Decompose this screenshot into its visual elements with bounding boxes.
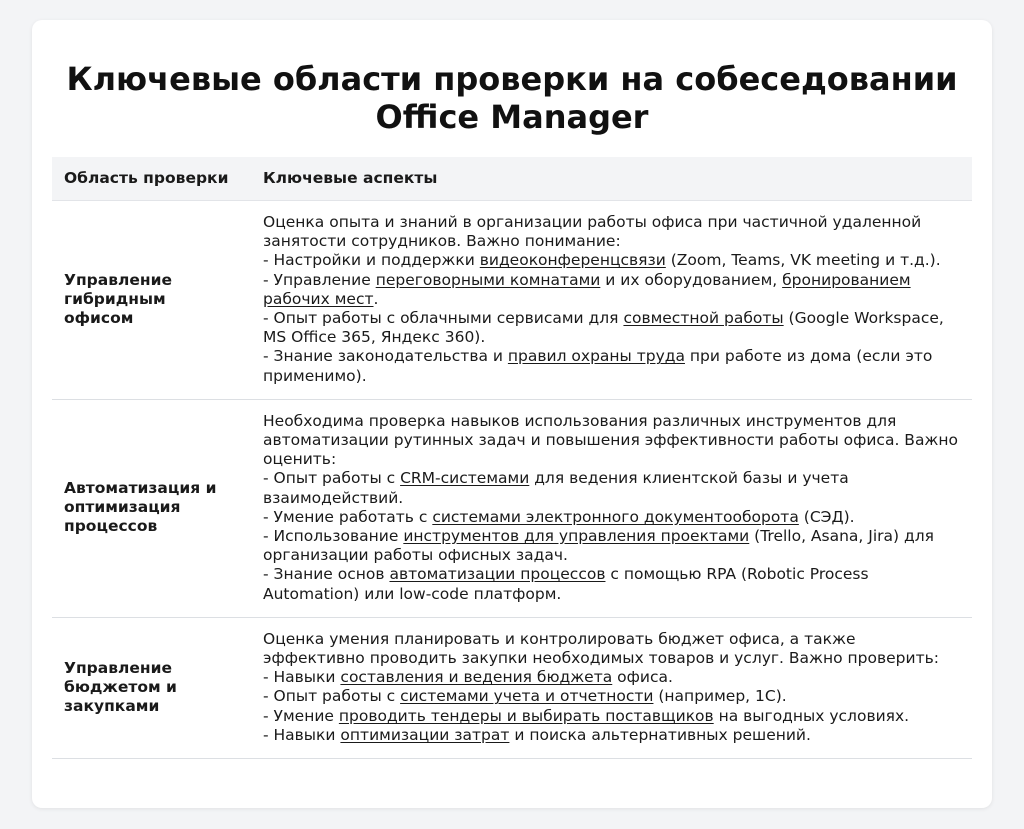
table-row [52, 617, 972, 758]
aspect-item [263, 668, 960, 687]
aspects-intro: Оценка опыта и знаний в организации работы офиса при частичной удаленной занятости сотрудников. Важно понимание: [263, 213, 922, 251]
aspect-text: - Навыки [263, 725, 341, 744]
term-link[interactable]: правил охраны труда [507, 347, 685, 366]
aspect-text: (например, 1С). [653, 687, 787, 706]
area-cell: Управление гибридным офисом [52, 201, 251, 400]
aspect-item [263, 726, 960, 745]
term-link[interactable]: проводить тендеры и выбирать поставщиков [338, 706, 714, 725]
aspect-text: для ведения клиентской базы и учета взаимодействий. [263, 469, 849, 507]
interview-areas-table [52, 157, 972, 759]
term-link[interactable]: оптимизации затрат [340, 725, 510, 744]
aspect-text: при работе из дома (если это применимо). [263, 347, 933, 385]
aspect-text: (СЭД). [798, 507, 855, 526]
term-link[interactable]: переговорными комнатами [375, 270, 601, 289]
term-link[interactable]: составления и ведения бюджета [340, 668, 613, 687]
aspect-text: (Zoom, Teams, VK meeting и т.д.). [665, 251, 941, 270]
table-header-row [52, 157, 972, 201]
term-link[interactable]: CRM-системами [400, 469, 530, 488]
area-cell: Автоматизация и оптимизация процессов [52, 399, 251, 617]
area-cell: Управление бюджетом и закупками [52, 617, 251, 758]
aspect-text: - Умение работать с [263, 507, 433, 526]
page-title: Ключевые области проверки на собеседовании Office Manager [66, 60, 958, 136]
aspects-cell [251, 201, 972, 400]
table-row [52, 201, 972, 400]
aspects-cell [251, 617, 972, 758]
term-link[interactable]: инструментов для управления проектами [403, 527, 750, 546]
aspect-text: - Опыт работы с [263, 687, 401, 706]
aspect-item [263, 251, 960, 270]
aspect-text: (Trello, Asana, Jira) для организации работы офисных задач. [263, 527, 934, 565]
aspect-item [263, 527, 960, 565]
aspect-text: офиса. [612, 668, 673, 687]
aspects-intro: Необходима проверка навыков использования различных инструментов для автоматизации рутинных задач и повышения эффективности работы офиса. Важно оценить: [263, 411, 959, 469]
header-area: Область проверки [52, 157, 251, 201]
aspect-item [263, 271, 960, 309]
content-card [32, 20, 992, 808]
aspect-text: - Опыт работы с [263, 469, 401, 488]
header-aspects: Ключевые аспекты [251, 157, 972, 201]
aspect-text: на выгодных условиях. [713, 706, 910, 725]
aspect-item [263, 508, 960, 527]
term-link[interactable]: системами учета и отчетности [400, 687, 654, 706]
aspect-text: и поиска альтернативных решений. [509, 725, 811, 744]
aspect-item [263, 687, 960, 706]
aspect-text: - Опыт работы с облачными сервисами для [263, 309, 624, 328]
table-row [52, 399, 972, 617]
aspect-text: . [373, 289, 379, 308]
aspect-item [263, 565, 960, 603]
aspect-text: и их оборудованием, [600, 270, 783, 289]
aspect-item [263, 469, 960, 507]
aspect-text: с помощью RPA (Robotic Process Automation) или low-code платформ. [263, 565, 869, 603]
aspect-text: - Знание законодательства и [263, 347, 508, 366]
aspect-text: - Знание основ [263, 565, 390, 584]
aspect-text: (Google Workspace, MS Office 365, Яндекс 360). [263, 309, 944, 347]
aspects-intro: Оценка умения планировать и контролировать бюджет офиса, а также эффективно проводить закупки необходимых товаров и услуг. Важно проверить: [263, 629, 939, 668]
aspect-item [263, 309, 960, 347]
aspect-text: - Использование [263, 527, 404, 546]
aspect-text: - Умение [263, 706, 339, 725]
aspect-text: - Настройки и поддержки [263, 251, 480, 270]
aspect-item [263, 707, 960, 726]
term-link[interactable]: бронированием рабочих мест [263, 270, 911, 308]
term-link[interactable]: системами электронного документооборота [432, 507, 799, 526]
term-link[interactable]: совместной работы [623, 309, 784, 328]
aspects-cell [251, 399, 972, 617]
aspect-text: - Управление [263, 270, 376, 289]
aspect-item [263, 347, 960, 385]
term-link[interactable]: видеоконференцсвязи [479, 251, 666, 270]
term-link[interactable]: автоматизации процессов [389, 565, 606, 584]
aspect-text: - Навыки [263, 668, 341, 687]
